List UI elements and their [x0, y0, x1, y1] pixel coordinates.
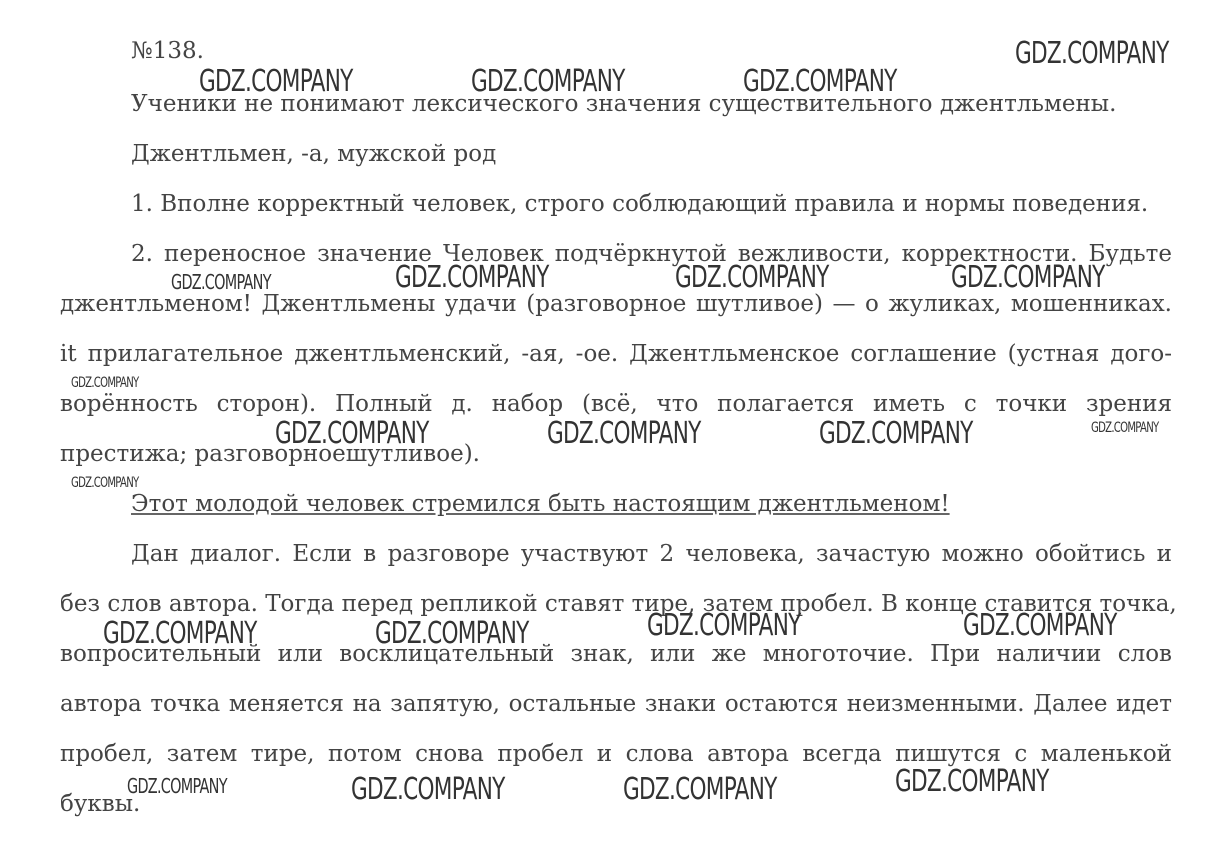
text-line: автора точка меняется на запятую, остальные знаки остаются неизменными. Далее идет	[60, 691, 1172, 717]
watermark: GDZ.COMPANY	[1015, 36, 1169, 71]
watermark: GDZ.COMPANY	[171, 270, 271, 294]
text-line: без слов автора. Тогда перед репликой ставят тире, затем пробел. В конце ставится точка,	[60, 591, 1177, 617]
text-line: ворённость сторон). Полный д. набор (всё, что полагается иметь с точки зрения	[60, 391, 1172, 417]
watermark: GDZ.COMPANY	[351, 772, 505, 807]
watermark: GDZ.COMPANY	[103, 616, 257, 651]
text-line: Джентльмен, -а, мужской род	[131, 141, 497, 167]
watermark: GDZ.COMPANY	[275, 416, 429, 451]
watermark: GDZ.COMPANY	[71, 375, 139, 391]
text-line: 2. переносное значение Человек подчёркнутой вежливости, корректности. Будьте	[131, 241, 1172, 267]
text-line: Дан диалог. Если в разговоре участвуют 2 человека, зачастую можно обойтись и	[131, 541, 1172, 567]
text-line: буквы.	[60, 791, 141, 817]
watermark: GDZ.COMPANY	[963, 608, 1117, 643]
text-line: престижа; разговорноешутливое).	[60, 441, 480, 467]
watermark: GDZ.COMPANY	[127, 774, 227, 798]
watermark: GDZ.COMPANY	[819, 416, 973, 451]
text-line: it прилагательное джентльменский, -ая, -ое. Джентльменское соглашение (устная дого-	[60, 341, 1172, 367]
watermark: GDZ.COMPANY	[395, 260, 549, 295]
watermark: GDZ.COMPANY	[547, 416, 701, 451]
task-number: №138.	[131, 38, 204, 64]
watermark: GDZ.COMPANY	[743, 64, 897, 99]
example-sentence: Этот молодой человек стремился быть настоящим джентльменом!	[131, 491, 950, 517]
watermark: GDZ.COMPANY	[71, 475, 139, 491]
text-line: 1. Вполне корректный человек, строго соблюдающий правила и нормы поведения.	[131, 191, 1149, 217]
text-line: джентльменом! Джентльмены удачи (разговорное шутливое) — о жуликах, мошенниках.	[60, 291, 1172, 317]
watermark: GDZ.COMPANY	[199, 64, 353, 99]
watermark: GDZ.COMPANY	[951, 260, 1105, 295]
watermark: GDZ.COMPANY	[675, 260, 829, 295]
watermark: GDZ.COMPANY	[647, 608, 801, 643]
watermark: GDZ.COMPANY	[623, 772, 777, 807]
text-line: Ученики не понимают лексического значения существительного джентльмены.	[131, 91, 1117, 117]
watermark: GDZ.COMPANY	[1091, 420, 1159, 436]
text-line: пробел, затем тире, потом снова пробел и слова автора всегда пишутся с маленькой	[60, 741, 1172, 767]
text-line: вопросительный или восклицательный знак, или же многоточие. При наличии слов	[60, 641, 1172, 667]
watermark: GDZ.COMPANY	[895, 764, 1049, 799]
watermark: GDZ.COMPANY	[471, 64, 625, 99]
watermark: GDZ.COMPANY	[375, 616, 529, 651]
